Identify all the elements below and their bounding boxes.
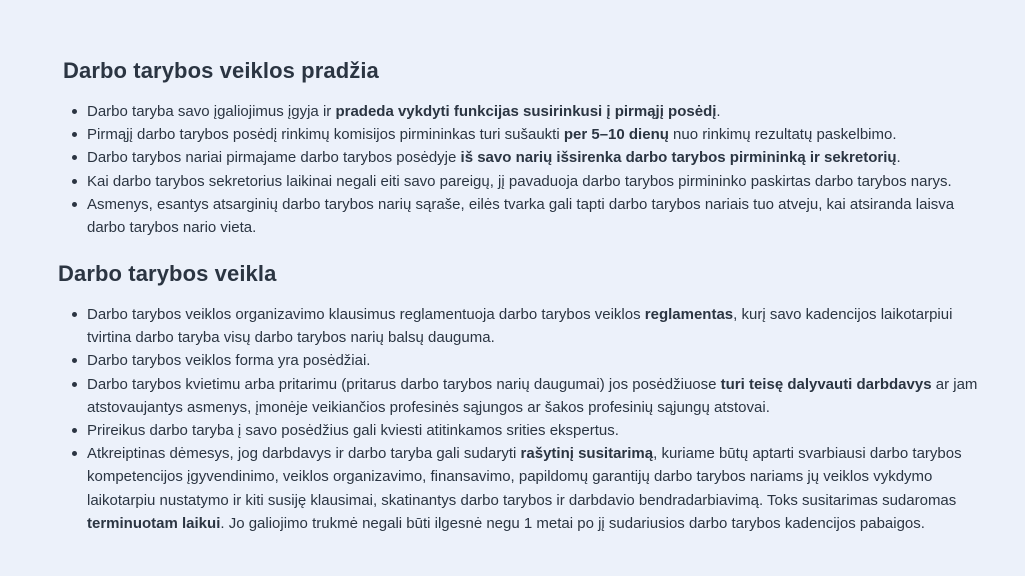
text-run: ar jam atstovaujantys asmenys, įmonėje veikiančios profesinės sąjungos ar šakos profesinių sąjungų atstovai. xyxy=(87,375,978,416)
list-item xyxy=(87,146,987,169)
list-item xyxy=(87,303,987,349)
bold-text: reglamentas xyxy=(644,306,734,323)
section-list-start xyxy=(87,100,987,239)
section-list-activity xyxy=(87,303,987,535)
text-run: Atkreiptinas dėmesys, jog darbdavys ir darbo taryba gali sudaryti xyxy=(87,445,521,463)
list-item xyxy=(87,100,987,123)
text-run: Asmenys, esantys atsarginių darbo tarybos narių sąraše, eilės tvarka gali tapti darbo tarybos nariais tuo atveju, kai atsiranda laisva darbo tarybos nario vieta. xyxy=(87,195,955,237)
section-heading-start: Darbo tarybos veiklos pradžia xyxy=(63,58,379,83)
list-item xyxy=(87,170,987,193)
bold-text: turi teisę dalyvauti darbdavys xyxy=(720,375,932,393)
text-run: Darbo taryba savo įgaliojimus įgyja ir xyxy=(87,103,336,120)
text-run: Prireikus darbo taryba į savo posėdžius gali kviesti atitinkamos srities ekspertus. xyxy=(87,422,619,440)
list-item xyxy=(87,373,987,419)
bold-text: terminuotam laikui xyxy=(87,514,221,532)
text-run: Darbo tarybos kvietimu arba pritarimu (pritarus darbo tarybos narių daugumai) jos posėdžiuose xyxy=(87,375,721,393)
text-run: . Jo galiojimo trukmė negali būti ilgesnė negu 1 metai po jį sudariusios darbo tarybos kadencijos pabaigos. xyxy=(220,514,925,532)
bold-text: rašytinį susitarimą xyxy=(520,445,654,463)
text-run: Darbo tarybos veiklos organizavimo klausimus reglamentuoja darbo tarybos veiklos xyxy=(87,306,645,323)
list-item xyxy=(87,193,987,239)
bold-text: per 5–10 dienų xyxy=(563,126,669,144)
list-item xyxy=(87,419,987,442)
text-run: . xyxy=(896,149,901,167)
list-item xyxy=(87,442,987,535)
section-heading-activity: Darbo tarybos veikla xyxy=(58,261,277,286)
text-run: Darbo tarybos veiklos forma yra posėdžiai. xyxy=(87,352,371,370)
text-run: nuo rinkimų rezultatų paskelbimo. xyxy=(668,126,897,144)
text-run: Pirmąjį darbo tarybos posėdį rinkimų komisijos pirmininkas turi sušaukti xyxy=(87,126,564,144)
text-run: , kuriame būtų aptarti svarbiausi darbo tarybos kompetencijos įgyvendinimo, veiklos organizavimo, finansavimo, papildomų garantijų darbo tarybos nariams jų veiklos vykdymo laikotarpiu nustatymo ir kiti susiję klausimai, skatinantys darbo tarybos ir darbdavio bendradarbiavimą. Toks susitarimas sudaromas xyxy=(87,445,962,509)
text-run: , kurį savo kadencijos laikotarpiui tvirtina darbo taryba visų darbo tarybos narių balsų dauguma. xyxy=(87,306,953,347)
text-run: Darbo tarybos nariai pirmajame darbo tarybos posėdyje xyxy=(87,149,461,167)
list-item xyxy=(87,349,987,372)
bold-text: pradeda vykdyti funkcijas susirinkusi į pirmąjį posėdį xyxy=(335,103,717,120)
text-run: . xyxy=(716,103,721,120)
list-item xyxy=(87,123,987,146)
bold-text: iš savo narių išsirenka darbo tarybos pirmininką ir sekretorių xyxy=(460,149,897,167)
text-run: Kai darbo tarybos sekretorius laikinai negali eiti savo pareigų, jį pavaduoja darbo tarybos pirmininko paskirtas darbo tarybos narys. xyxy=(87,172,952,190)
